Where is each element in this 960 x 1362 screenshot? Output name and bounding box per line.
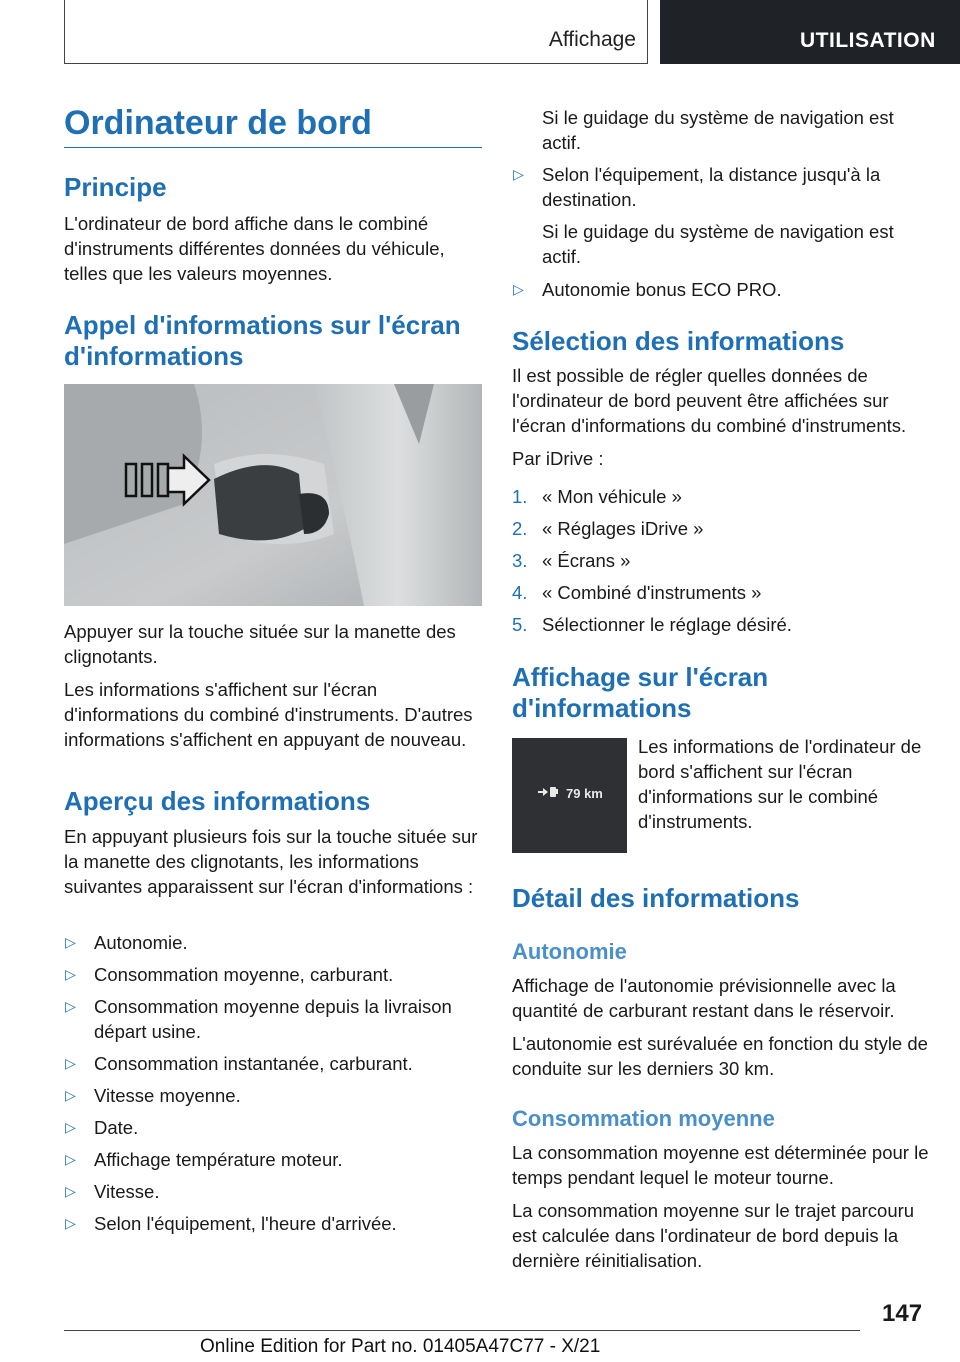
- footer-rule: [64, 1330, 860, 1331]
- triangle-right-icon: ▷: [513, 281, 524, 297]
- par-idrive-text: Par iDrive :: [512, 448, 604, 469]
- screen-range-value: 79 km: [566, 786, 603, 801]
- header-section-title: Affichage: [548, 28, 636, 51]
- triangle-right-icon: ▷: [65, 1215, 76, 1231]
- autonomie-text-1: Affichage de l'autonomie prévisionnelle avec la quantité de carburant restant dans le réservoir.: [512, 975, 896, 1021]
- list-item: ▷ Selon l'équipement, la distance jusqu'à la destination.: [513, 164, 881, 210]
- apercu-heading: Aperçu des informations: [64, 786, 371, 816]
- list-item: ▷ Affichage température moteur.: [65, 1149, 343, 1170]
- fuel-range-icon: [538, 787, 558, 797]
- distance-sub-text: Si le guidage du système de navigation est actif.: [542, 221, 894, 267]
- header-chapter-label: UTILISATION: [800, 29, 936, 52]
- page-number: 147: [882, 1300, 923, 1327]
- idrive-steps: [512, 484, 932, 637]
- apercu-list-cont: [512, 162, 932, 212]
- turn-signal-stalk-illustration: [64, 384, 482, 606]
- list-item: ▷ Vitesse moyenne.: [65, 1085, 241, 1106]
- triangle-right-icon: ▷: [65, 1183, 76, 1199]
- list-item: ▷ Consommation instantanée, carburant.: [65, 1053, 413, 1074]
- nav-active-text: Si le guidage du système de navigation est actif.: [542, 107, 894, 153]
- appel-heading: Appel d'informations sur l'écran d'informations: [64, 310, 461, 371]
- list-item: 1. « Mon véhicule »: [512, 486, 682, 507]
- appel-text-1: Appuyer sur la touche située sur la manette des clignotants.: [64, 621, 456, 667]
- triangle-right-icon: ▷: [65, 1087, 76, 1103]
- detail-heading: Détail des informations: [512, 883, 800, 913]
- autonomie-text-2: L'autonomie est surévaluée en fonction du style de conduite sur les derniers 30 km.: [512, 1033, 928, 1079]
- eco-list: [512, 277, 932, 302]
- list-item: ▷ Consommation moyenne, carburant.: [65, 964, 394, 985]
- list-item: 3. « Écrans »: [512, 550, 631, 571]
- list-item: 5. Sélectionner le réglage désiré.: [512, 614, 792, 635]
- list-item: ▷ Date.: [65, 1117, 139, 1138]
- list-item: 4. « Combiné d'instruments »: [512, 582, 762, 603]
- affichage-text: Les informations de l'ordinateur de bord s'affichent sur l'écran d'informations sur le combiné d'instruments.: [638, 736, 922, 832]
- conso-heading: Consommation moyenne: [512, 1106, 775, 1131]
- footer-edition: Online Edition for Part no. 01405A47C77 - X/21: [200, 1336, 601, 1357]
- info-display-screen: [512, 738, 627, 853]
- page-title: Ordinateur de bord: [64, 104, 372, 142]
- stalk-button-photo: [64, 384, 482, 606]
- list-item: ▷ Vitesse.: [65, 1181, 160, 1202]
- triangle-right-icon: ▷: [65, 1151, 76, 1167]
- list-item: ▷ Consommation moyenne depuis la livraison départ usine.: [65, 996, 452, 1042]
- autonomie-heading: Autonomie: [512, 939, 627, 964]
- list-item: ▷ Autonomie bonus ECO PRO.: [513, 279, 782, 300]
- affichage-heading: Affichage sur l'écran d'informations: [512, 662, 769, 723]
- principe-heading: Principe: [64, 172, 167, 202]
- principe-text: L'ordinateur de bord affiche dans le combiné d'instruments différentes données du véhicule, telles que les valeurs moyennes.: [64, 213, 445, 284]
- list-item: ▷ Autonomie.: [65, 932, 188, 953]
- apercu-list: [64, 930, 482, 1236]
- title-rule: [64, 147, 482, 148]
- header-chapter-tab: [660, 0, 960, 64]
- triangle-right-icon: ▷: [65, 1119, 76, 1135]
- conso-text-2: La consommation moyenne sur le trajet parcouru est calculée dans l'ordinateur de bord depuis la dernière réinitialisation.: [512, 1200, 915, 1271]
- triangle-right-icon: ▷: [65, 998, 76, 1014]
- list-item: 2. « Réglages iDrive »: [512, 518, 704, 539]
- triangle-right-icon: ▷: [513, 166, 524, 182]
- triangle-right-icon: ▷: [65, 966, 76, 982]
- conso-text-1: La consommation moyenne est déterminée pour le temps pendant lequel le moteur tourne.: [512, 1142, 929, 1188]
- apercu-text: En appuyant plusieurs fois sur la touche située sur la manette des clignotants, les informations suivantes apparaissent sur l'écran d'informations :: [64, 826, 478, 897]
- list-item: ▷ Selon l'équipement, l'heure d'arrivée.: [65, 1213, 397, 1234]
- appel-text-2: Les informations s'affichent sur l'écran d'informations du combiné d'instruments. D'autres informations s'affichent en appuyant de nouveau.: [64, 679, 473, 750]
- selection-heading: Sélection des informations: [512, 326, 845, 356]
- triangle-right-icon: ▷: [65, 1055, 76, 1071]
- selection-text: Il est possible de régler quelles données de l'ordinateur de bord peuvent être affichées sur l'écran d'informations du combiné d'instruments.: [512, 365, 907, 436]
- triangle-right-icon: ▷: [65, 934, 76, 950]
